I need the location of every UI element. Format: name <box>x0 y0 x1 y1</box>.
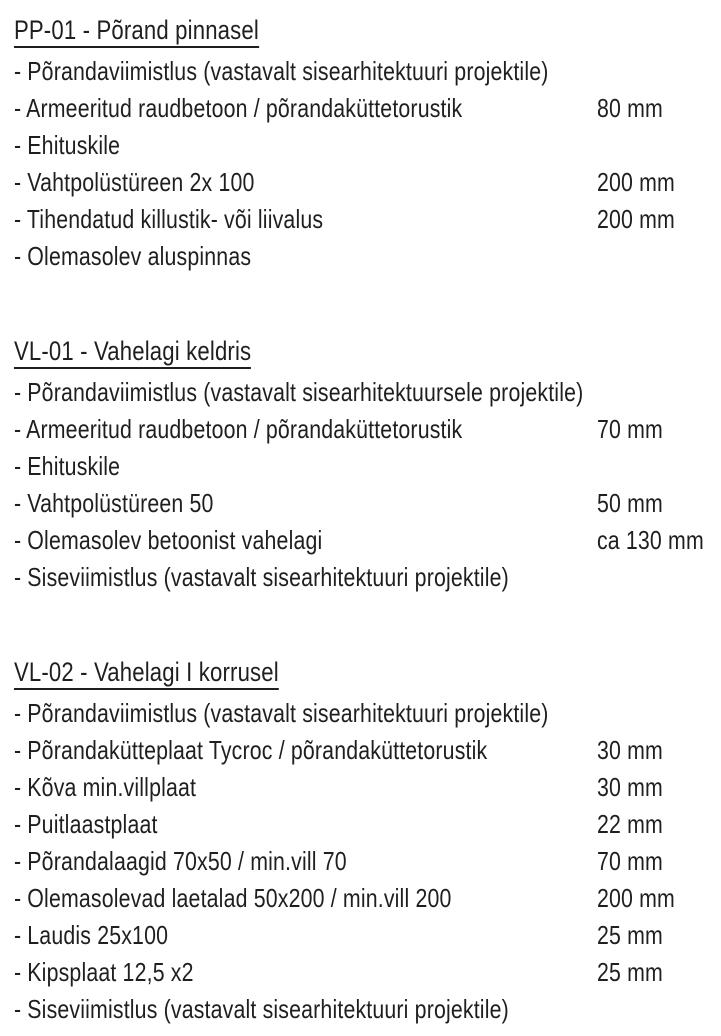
section-heading-text: VL-01 - Vahelagi keldris <box>14 336 251 369</box>
spec-row <box>14 843 721 880</box>
spec-row <box>14 448 721 485</box>
spec-label: - Kipsplaat 12,5 x2 <box>13 957 194 987</box>
spec-value: 200 mm <box>596 167 675 197</box>
spec-label: - Armeeritud raudbetoon / põrandaküttetorustik <box>13 414 463 444</box>
spec-label: - Tihendatud killustik- või liivalus <box>13 204 324 234</box>
spec-label: - Kõva min.villplaat <box>13 772 197 802</box>
section-heading <box>14 10 721 50</box>
spec-row <box>14 374 721 411</box>
spec-label: - Olemasolev aluspinnas <box>13 241 252 271</box>
section-heading-text: PP-01 - Põrand pinnasel <box>14 15 259 48</box>
spec-value: 50 mm <box>596 488 663 518</box>
spec-value: 25 mm <box>596 957 663 987</box>
spec-row <box>14 127 721 164</box>
spec-value: 30 mm <box>596 772 663 802</box>
spec-value: 25 mm <box>596 920 663 950</box>
spec-row <box>14 880 721 917</box>
spec-label: - Põrandaviimistlus (vastavalt sisearhitektuuri projektile) <box>13 698 549 728</box>
spec-row <box>14 806 721 843</box>
spec-row <box>14 991 721 1028</box>
spec-label: - Põrandakütteplaat Tycroc / põrandaküttetorustik <box>13 735 488 765</box>
spec-value: 80 mm <box>596 93 663 123</box>
spec-row <box>14 485 721 522</box>
spec-row <box>14 238 721 275</box>
spec-label: - Olemasolev betoonist vahelagi <box>13 525 323 555</box>
section-heading <box>14 652 721 692</box>
spec-label: - Siseviimistlus (vastavalt sisearhitektuuri projektile) <box>13 994 509 1024</box>
spec-value: 200 mm <box>596 204 675 234</box>
spec-row <box>14 411 721 448</box>
spec-row <box>14 201 721 238</box>
spec-label: - Põrandalaagid 70x50 / min.vill 70 <box>13 846 347 876</box>
spec-label: - Armeeritud raudbetoon / põrandaküttetorustik <box>13 93 463 123</box>
spec-label: - Siseviimistlus (vastavalt sisearhitektuuri projektile) <box>13 562 509 592</box>
spec-row <box>14 954 721 991</box>
spec-row <box>14 559 721 596</box>
spec-label: - Olemasolevad laetalad 50x200 / min.vill 200 <box>13 883 452 913</box>
spec-label: - Põrandaviimistlus (vastavalt sisearhitektuursele projektile) <box>13 377 584 407</box>
spec-label: - Ehituskile <box>13 451 121 481</box>
section-heading <box>14 331 721 371</box>
spec-row <box>14 53 721 90</box>
spec-label: - Vahtpolüstüreen 50 <box>13 488 214 518</box>
spec-label: - Ehituskile <box>13 130 121 160</box>
spec-label: - Puitlaastplaat <box>13 809 158 839</box>
spec-row <box>14 522 721 559</box>
section-heading-text: VL-02 - Vahelagi I korrusel <box>14 657 279 690</box>
spec-row <box>14 917 721 954</box>
spec-label: - Vahtpolüstüreen 2x 100 <box>13 167 255 197</box>
section-pp-01 <box>14 10 721 275</box>
spec-value: 70 mm <box>596 846 663 876</box>
spec-value: ca 130 mm <box>596 525 704 555</box>
spec-value: 22 mm <box>596 809 663 839</box>
spec-row <box>14 164 721 201</box>
spec-label: - Põrandaviimistlus (vastavalt sisearhitektuuri projektile) <box>13 56 549 86</box>
spec-row <box>14 769 721 806</box>
spec-label: - Laudis 25x100 <box>13 920 169 950</box>
spec-row <box>14 732 721 769</box>
section-vl-02 <box>14 652 721 1028</box>
spec-row <box>14 695 721 732</box>
spec-row <box>14 90 721 127</box>
section-vl-01 <box>14 331 721 596</box>
spec-value: 30 mm <box>596 735 663 765</box>
spec-value: 200 mm <box>596 883 675 913</box>
spec-value: 70 mm <box>596 414 663 444</box>
